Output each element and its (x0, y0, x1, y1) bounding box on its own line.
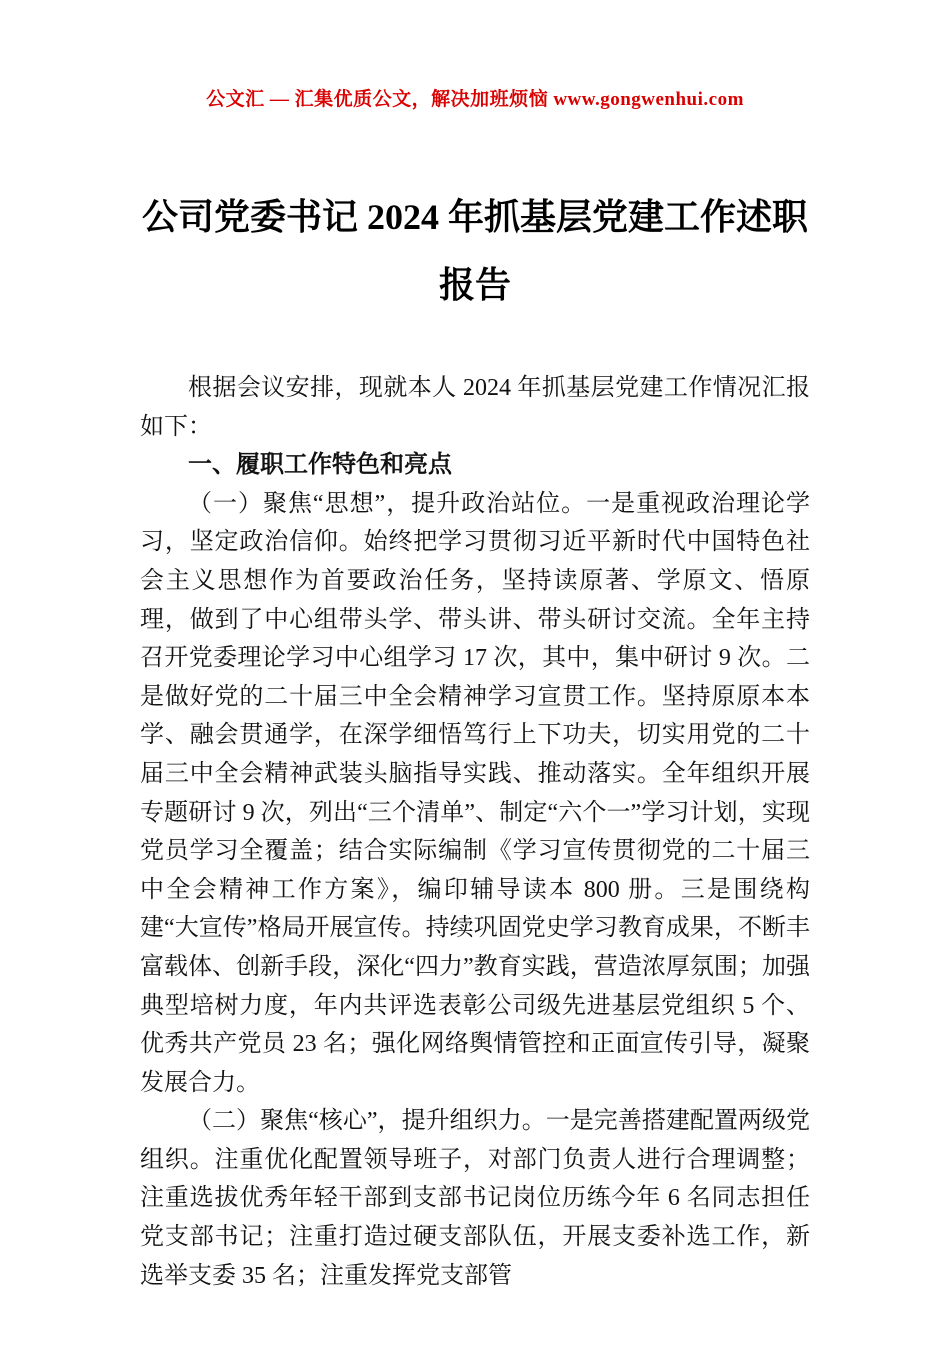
document-body (140, 369, 810, 1295)
page-title (140, 183, 810, 319)
section-heading: 一、履职工作特色和亮点 (188, 452, 452, 479)
paragraph-section-2: （二）聚焦“核心”，提升组织力。一是完善搭建配置两级党组织。注重优化配置领导班子，对部门负责人进行合理调整；注重选拔优秀年轻干部到支部书记岗位历练今年 6 名同志担任党支部书记；注重打造过硬支部队伍，开展支委补选工作，新选举支委 35 名；注重发挥党支部管 (140, 1108, 810, 1289)
site-watermark-header: 公文汇 — 汇集优质公文，解决加班烦恼 www.gongwenhui.com (206, 89, 744, 110)
page-title-line1: 公司党委书记 2024 年抓基层党建工作述职 (141, 197, 808, 237)
paragraph-section-1: （一）聚焦“思想”，提升政治站位。一是重视政治理论学习，坚定政治信仰。始终把学习贯彻习近平新时代中国特色社会主义思想作为首要政治任务，坚持读原著、学原文、悟原理，做到了中心组带头学、带头讲、带头研讨交流。全年主持召开党委理论学习中心组学习 17 次，其中，集中研讨 9 次。二是做好党的二十届三中全会精神学习宣贯工作。坚持原原本本学、融会贯通学，在深学细悟笃行上下功夫，切实用党的二十届三中全会精神武装头脑指导实践、推动落实。全年组织开展专题研讨 9 次，列出“三个清单”、制定“六个一”学习计划，实现党员学习全覆盖；结合实际编制《学习宣传贯彻党的二十届三中全会精神工作方案》，编印辅导读本 800 册。三是围绕构建“大宣传”格局开展宣传。持续巩固党史学习教育成果，不断丰富载体、创新手段，深化“四力”教育实践，营造浓厚氛围；加强典型培树力度，年内共评选表彰公司级先进基层党组织 5 个、优秀共产党员 23 名；强化网络舆情管控和正面宣传引导，凝聚发展合力。 (140, 490, 810, 1096)
page-title-line2: 报告 (438, 265, 511, 305)
intro-paragraph: 根据会议安排，现就本人 2024 年抓基层党建工作情况汇报如下： (140, 375, 810, 440)
